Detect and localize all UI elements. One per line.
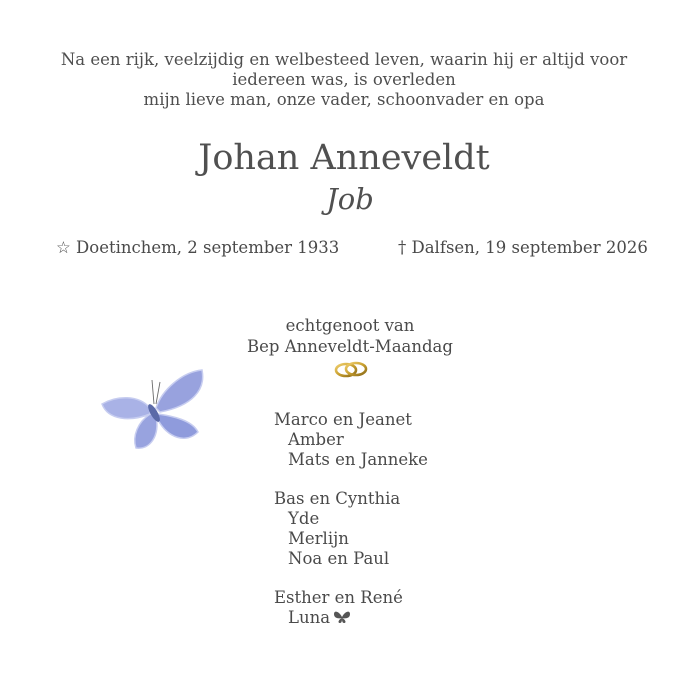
intro-line-1: Na een rijk, veelzijdig en welbesteed leven, waarin hij er altijd voor: [60, 50, 628, 69]
deceased-nickname: Job: [326, 182, 374, 216]
intro-text: [0, 50, 688, 110]
family-parents: Marco en Jeanet: [274, 410, 412, 429]
family-child: Luna: [288, 608, 331, 627]
intro-line-3: mijn lieve man, onze vader, schoonvader en opa: [143, 90, 545, 109]
family-parents: Esther en René: [274, 588, 403, 607]
family-child: Noa en Paul: [288, 549, 390, 568]
spouse-intro: echtgenoot van: [285, 316, 415, 335]
family-child: Yde: [288, 509, 320, 528]
birth-date: ☆ Doetinchem, 2 september 1933: [56, 238, 340, 257]
family-parents: Bas en Cynthia: [274, 489, 401, 508]
spouse-name: Bep Anneveldt-Maandag: [247, 337, 453, 356]
family-child: Mats en Janneke: [288, 450, 428, 469]
family-child-with-icon: [274, 608, 428, 628]
family-group: [274, 410, 428, 470]
wedding-rings-icon: [333, 359, 369, 379]
family-child: Amber: [288, 430, 344, 449]
death-date: † Dalfsen, 19 september 2026: [398, 238, 648, 257]
family-child: Merlijn: [288, 529, 349, 548]
family-group: [274, 588, 428, 628]
butterfly-icon: [98, 364, 208, 454]
deceased-name: Johan Anneveldt: [198, 138, 490, 178]
family-group: [274, 489, 428, 569]
small-butterfly-icon: [333, 610, 351, 624]
spouse-block: [0, 315, 688, 357]
family-list: [274, 410, 428, 647]
intro-line-2: iedereen was, is overleden: [232, 70, 456, 89]
